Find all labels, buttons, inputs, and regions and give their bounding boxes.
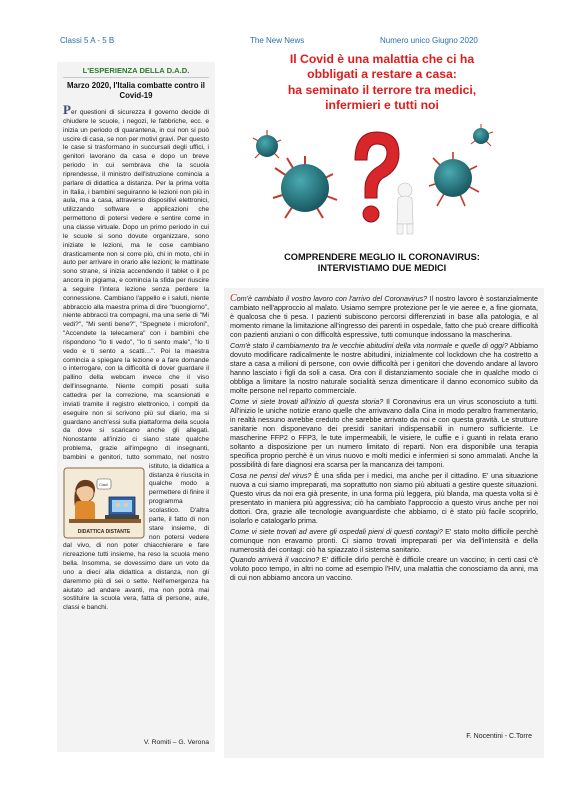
main-headline xyxy=(232,52,532,113)
answer: E' difficile dirlo perchè è difficile creare un vaccino; in certi casi c'è voluto poco tempo, in altri no come ad esempio l'HIV, una malattia che conosciamo da anni, ma di cui non abbiamo ancora un vaccino. xyxy=(230,555,539,583)
virus-icon xyxy=(253,130,281,158)
section-heading: L'ESPERIENZA DELLA D.A.D. xyxy=(63,66,209,78)
qa-item xyxy=(230,471,538,525)
article-body xyxy=(63,102,209,613)
svg-text:Ciao!: Ciao! xyxy=(99,481,109,487)
cartoon-caption: DIDATTICA DISTANTE xyxy=(77,528,131,535)
interview-box xyxy=(224,288,544,758)
headline-line: Il Covid è una malattia che ci ha xyxy=(289,52,475,66)
answer: Il nostro lavoro è sostanzialmente cambiato nell'approccio al malato. Usiamo sempre protezione per le vie aeree e, a fine giornata, è qualcosa che ti pesa. I pazienti subiscono percorsi differenziati in base alla patologia, e al momento rimane la limitazione all'ingresso dei parenti in ospedale, fatto che può creare difficoltà con pazienti anziani o con difficoltà espressive, tutti comunque indossano la mascherina. xyxy=(230,294,538,340)
question: Quando arriverà il vaccino? xyxy=(230,555,320,565)
question: om'è cambiato il vostro lavoro con l'arrivo del Coronavirus? xyxy=(236,294,428,303)
virus-icon xyxy=(471,124,493,146)
newspaper-name: The New News xyxy=(250,36,305,45)
interview-title xyxy=(224,252,540,274)
drop-cap: C xyxy=(230,293,237,304)
question: Come vi siete trovati ad avere gli ospedali pieni di questi contagi? xyxy=(230,526,443,536)
answer: Il Coronavirus era un virus sconosciuto a tutti. All'inizio le uniche notizie erano quelle che arrivavano dalla Cina in modo peraltro frammentario, in realtà nessuno avrebbe creduto che sarebbe arrivato da noi e con questa gravità. Le strutture sanitarie non disponevano dei presidi sanitari indispensabili in numero sufficiente. Le mascherine FFP2 o FFP3, le tute impermeabili, le visiere, le cuffie e i guanti in relata erano soltanto a disposizione per un numero limitato di reparti. Non era disponibile una terapia specifica proprio perchè è un virus nuovo e molti medici e infermieri si sono ammalati. Anche la possibilità di fare diagnosi era scarsa per la mancanza dei tamponi. xyxy=(230,396,538,470)
left-byline: V. Romiti – G. Verona xyxy=(143,739,209,746)
drop-cap: P xyxy=(63,102,71,117)
headline-line: obbligati a restare a casa: xyxy=(307,67,457,82)
interview-byline: F. Nocentini - C.Torre xyxy=(466,733,532,740)
answer: E' stato molto difficile perchè comunque non eravamo pronti. Ci siamo trovati impreparati per via dell'intensità e della numerosità dei contagi: ciò ha spiazzato il sistema sanitario. xyxy=(230,526,538,554)
qa-item xyxy=(230,294,538,339)
thinking-figure-icon xyxy=(397,183,413,234)
distance-learning-cartoon xyxy=(63,467,145,539)
answer: Abbiamo dovuto modificare radicalmente le nostre abitudini, inizialmente col lockdown che ha costretto a stare a casa a milioni di persone, con ovvie difficoltà per i genitori che dovendo andare al lavoro hanno lasciato i figli da soli a casa. Ora con il distanziamento sociale che in qualche modo ci obbliga a limitare la nostro naturale socialità senza dimenticare il danno economico subito da molte persone nel reparto commerciale. xyxy=(230,340,539,396)
article-title: Marzo 2020, l'Italia combatte contro il Covid-19 xyxy=(67,81,205,100)
page-header xyxy=(0,36,565,50)
article-body-wrap: istituto, la didattica a distanza è riuscita in qualche modo a permettere di finire il programma scolastico. D'altra parte, il fatto di non stare insieme, di non potersi vedere dal vivo, di non poter chiacchierare e fare ricreazione tutti insieme, ha reso la scuola meno bella. Insomma, se dovessimo dare un voto da uno a dieci alla didattica a distanza, non gli daremmo più di sei o sette. Nell'emergenza ha aiutato ad andare avanti, ma non potrà mai sostituire la scuola vera, fatta di persone, aule, classi e banchi. xyxy=(63,462,209,612)
issue-label: Numero unico Giugno 2020 xyxy=(380,36,478,45)
answer: È una sfida per i medici, ma anche per il cittadino. E' una situazione nuova a cui siamo impreparati, ma soprattutto non siamo più abituati a gestire queste situazioni. Questo virus da noi era già presente, in una forma più leggera, più blanda, ma questa volta si è presentato in maniera più aggressiva; ciò ha cambiato l'approccio a questo virus anche per noi dottori. Ora, grazie alle tecnologie avanguardiste che abbiamo, ci è stato più facile scoprirlo, isolarlo e catalogarlo prima. xyxy=(230,470,538,525)
headline-line: ha seminato il terrore tra medici, xyxy=(287,82,477,97)
interview-title-line: COMPRENDERE MEGLIO IL CORONAVIRUS: xyxy=(284,252,480,262)
qa-item xyxy=(230,555,538,582)
question: Com'è stato il cambiamento tra le vecchie abitudini della vita normale e quelle di oggi? xyxy=(230,340,508,350)
virus-icon xyxy=(273,156,337,218)
qa-item xyxy=(230,341,538,395)
headline-line: infermieri e tutti noi xyxy=(325,97,439,112)
question-mark-icon xyxy=(355,132,399,222)
interview-title-line: INTERVISTIAMO DUE MEDICI xyxy=(317,263,447,273)
class-label: Classi 5 A - 5 B xyxy=(60,36,115,45)
virus-question-mark-illustration xyxy=(245,118,503,236)
qa-item xyxy=(230,397,538,469)
article-body-top: er questioni di sicurezza il governo decide di chiudere le scuole, i negozi, le fabbriche, ecc. e inizia un periodo di quarantena, in cui non si può uscire di casa, se non per motivi gravi. Per questo le case si trasformano in succursali degli uffici, i genitori lavorano da casa e dopo un breve periodo in cui sembrava che la scuola riprendesse, il ministro dell'istruzione comincia a parlare di didattica a distanza. Per la prima volta in Italia, i bambini seguiranno le lezioni non più in aula, ma a casa, attraverso dispositivi elettronici, utilizzando software e applicazioni che permettono di potersi vedere e sentire come in una classe virtuale. Dopo un primo periodo in cui le scuole si sono dovute organizzare, sono iniziate le lezioni, ma le cose cambiano drasticamente non si corre più, chi in moto, chi in auto per arrivare in orario alle lezioni; le mattinate sono strane, si inizia accendendo il tablet o il pc ancora in pigiama, e comincia la sfida per riuscire a seguire l'intera lezione senza perdere la connessione. Cambiano l'appello e i saluti, niente abbraccio alla maestra prima di dire "buongiorno", niente abbracci tra compagni, ma una serie di "Mi vedi?", "Mi senti bene?", "Spegnete i microfoni", "Accendete la telecamera" con i bambini che rispondono "Io ti vedo", "Io ti sento male", "Io ti vedo e ti sento a scatti…". Poi la maestra comincia a spiegare la lezione e a fare domande o interrogare, con la difficoltà di dover guardare il pallino della webcam invece che il viso dell'insegnante. Niente compiti posati sulla cattedra per la correzione, ma scansionati e inviati tramite il registro elettronico, i compiti da eseguire non si scrivono più sul diario, ma si guardano anch'essi sulla piattaforma della scuola da dove si scaricano anche gli allegati. Nonostante all'inizio ci siano state qualche problema, grazie all'impegno di insegnanti, bambini e genitori, tutto sommato, nel nostro xyxy=(63,109,209,461)
interview-qa xyxy=(230,294,538,582)
question: Come vi siete trovati all'inizio di questa storia? xyxy=(230,396,384,406)
dad-article xyxy=(57,62,215,752)
qa-item xyxy=(230,527,538,554)
question: Cosa ne pensi del virus? xyxy=(230,470,312,480)
virus-icon xyxy=(429,152,479,206)
